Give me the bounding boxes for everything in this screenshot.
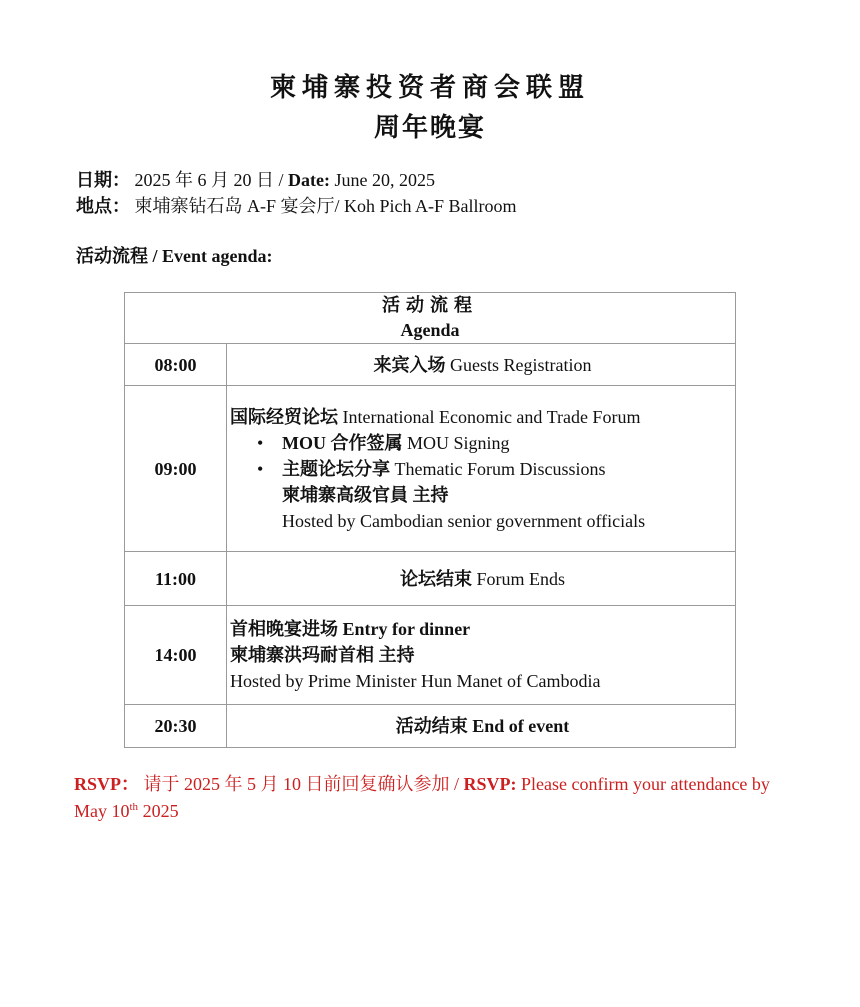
bullet-thematic-bold: 主题论坛分享 xyxy=(282,458,390,479)
agenda-time: 11:00 xyxy=(125,552,227,606)
rsvp-date-suffix: th xyxy=(129,801,139,813)
agenda-desc-cn: 论坛结束 xyxy=(399,568,472,589)
bullet-item-mou xyxy=(230,430,735,456)
agenda-time: 14:00 xyxy=(125,606,227,705)
date-label-en: Date: xyxy=(288,170,330,190)
dinner-entry-line xyxy=(230,616,735,642)
bullet-icon: • xyxy=(257,432,264,453)
forum-title-line xyxy=(230,404,735,430)
agenda-desc-cn: 来宾入场 xyxy=(373,354,446,375)
rsvp-note xyxy=(74,771,774,825)
agenda-row-1100 xyxy=(125,552,736,606)
agenda-row-0900 xyxy=(125,386,736,552)
dinner-entry-en: Entry for dinner xyxy=(338,619,471,639)
date-label-cn: 日期： xyxy=(76,170,130,190)
dinner-entry-cn: 首相晚宴进场 xyxy=(230,619,338,639)
agenda-desc-en: Guests Registration xyxy=(445,354,592,375)
agenda-time: 08:00 xyxy=(125,344,227,386)
forum-title-cn: 国际经贸论坛 xyxy=(230,406,338,427)
event-date xyxy=(76,167,435,193)
agenda-heading: 活动流程 / Event agenda: xyxy=(76,246,273,266)
dinner-host-en: Hosted by Prime Minister Hun Manet of Cambodia xyxy=(230,671,601,691)
venue-label-cn: 地点： xyxy=(76,196,130,216)
dinner-host-cn: 柬埔寨洪玛耐首相 主持 xyxy=(230,645,415,665)
bullet-icon: • xyxy=(257,458,264,479)
rsvp-label-en: RSVP: xyxy=(463,774,517,794)
forum-host-en: Hosted by Cambodian senior government officials xyxy=(282,510,646,531)
document-title: 柬埔寨投资者商会联盟 xyxy=(269,73,590,102)
date-value-cn: 2025 年 6 月 20 日 / xyxy=(134,170,289,190)
agenda-row-1400 xyxy=(125,606,736,705)
agenda-desc xyxy=(227,344,736,386)
bullet-thematic-en: Thematic Forum Discussions xyxy=(390,458,606,479)
agenda-desc-en: Forum Ends xyxy=(471,568,565,589)
agenda-time: 09:00 xyxy=(125,386,227,552)
bullet-mou-bold: MOU 合作签属 xyxy=(282,432,403,453)
agenda-row-2030 xyxy=(125,705,736,748)
bullet-mou-en: MOU Signing xyxy=(402,432,510,453)
agenda-desc-cn: 活动结束 xyxy=(395,716,468,736)
agenda-desc xyxy=(227,386,736,552)
agenda-desc xyxy=(227,705,736,748)
document-subtitle: 周年晚宴 xyxy=(373,113,486,142)
agenda-header-en: Agenda xyxy=(400,320,460,340)
rsvp-label-cn: RSVP： xyxy=(74,774,140,794)
agenda-header-cn: 活动流程 xyxy=(382,295,478,315)
event-venue xyxy=(76,193,517,219)
agenda-desc xyxy=(227,606,736,705)
agenda-desc-en: End of event xyxy=(467,716,570,736)
forum-title-en: International Economic and Trade Forum xyxy=(338,406,641,427)
date-value-en: June 20, 2025 xyxy=(330,170,435,190)
agenda-header-cell xyxy=(125,293,736,344)
agenda-row-0800 xyxy=(125,344,736,386)
rsvp-text-cn: 请于 2025 年 5 月 10 日前回复确认参加 / xyxy=(139,774,464,794)
agenda-table xyxy=(124,292,736,748)
agenda-desc xyxy=(227,552,736,606)
agenda-header-row xyxy=(125,293,736,344)
bullet-item-thematic xyxy=(230,456,735,482)
forum-host-cn: 柬埔寨高级官員 主持 xyxy=(282,484,449,505)
rsvp-text-en: Please confirm your attendance by May 10 xyxy=(74,774,770,821)
venue-value: 柬埔寨钻石岛 A-F 宴会厅/ Koh Pich A-F Ballroom xyxy=(134,196,517,216)
rsvp-year: 2025 xyxy=(138,801,179,821)
agenda-time: 20:30 xyxy=(125,705,227,748)
